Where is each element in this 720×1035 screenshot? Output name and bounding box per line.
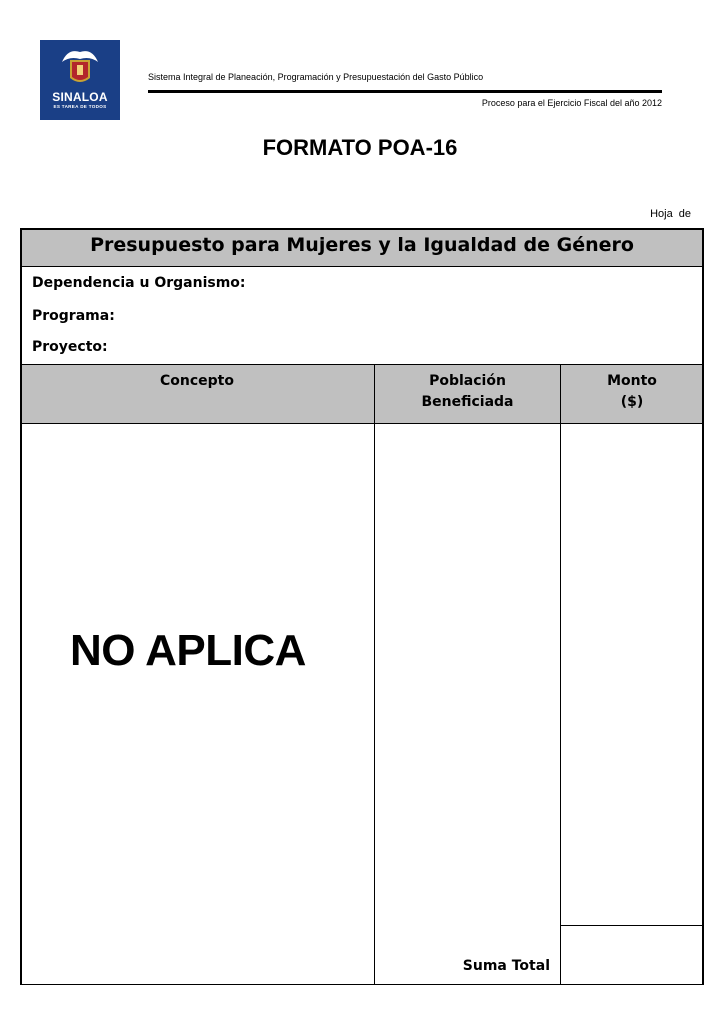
field-programa: Programa: bbox=[32, 308, 115, 324]
process-title: Proceso para el Ejercicio Fiscal del año 2012 bbox=[481, 98, 662, 108]
column-header-concepto bbox=[20, 371, 374, 392]
logo-slogan: ES TAREA DE TODOS bbox=[53, 104, 107, 109]
system-title: Sistema Integral de Planeación, Programación y Presupuestación del Gasto Público bbox=[148, 72, 484, 82]
column-header-poblacion-line2: Beneficiada bbox=[421, 394, 514, 410]
header-divider bbox=[148, 90, 662, 93]
section-title: Presupuesto para Mujeres y la Igualdad de Género bbox=[90, 234, 634, 256]
total-label: Suma Total bbox=[462, 958, 550, 974]
field-proyecto: Proyecto: bbox=[32, 339, 108, 355]
column-header-poblacion-line1: Población bbox=[429, 373, 506, 389]
column-header-monto bbox=[561, 371, 703, 413]
column-header-monto-line2: ($) bbox=[620, 394, 644, 410]
column-header-monto-line1: Monto bbox=[607, 373, 657, 389]
logo-name: SINALOA bbox=[52, 90, 108, 104]
field-dependencia: Dependencia u Organismo: bbox=[32, 275, 246, 291]
column-header-poblacion bbox=[375, 371, 560, 413]
form-code-title: FORMATO POA-16 bbox=[262, 135, 458, 160]
column-header-concepto-label: Concepto bbox=[160, 373, 234, 389]
sheet-label: Hoja de bbox=[650, 208, 691, 220]
sinaloa-logo bbox=[40, 40, 120, 120]
budget-form-table bbox=[20, 228, 704, 985]
no-aplica-text: NO APLICA bbox=[70, 626, 306, 675]
